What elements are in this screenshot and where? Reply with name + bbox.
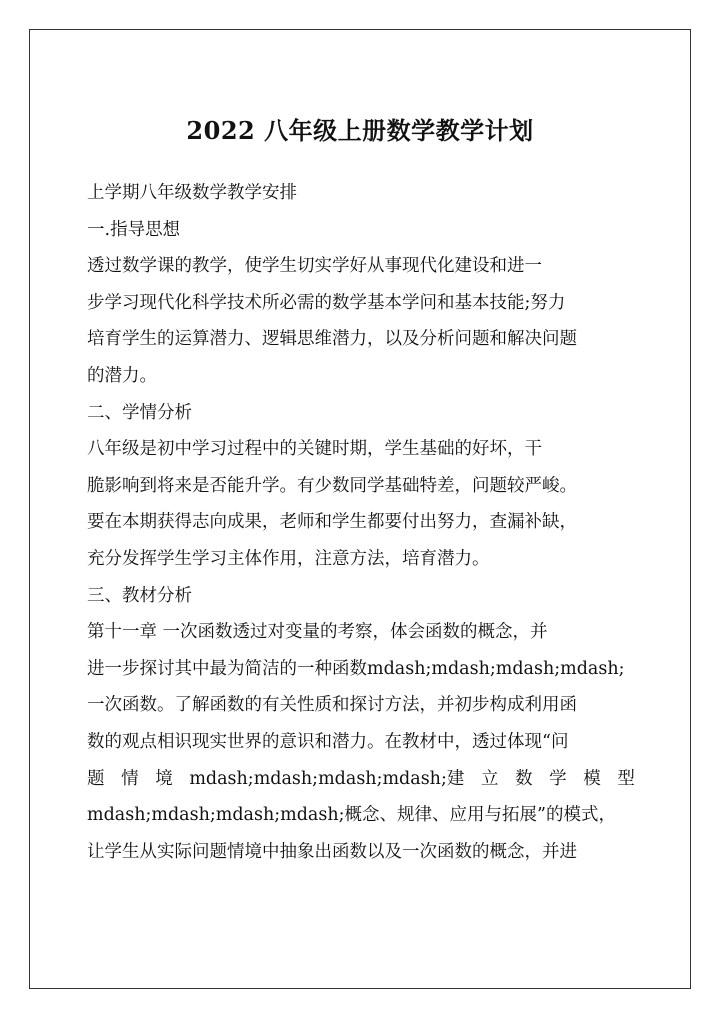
paragraph-line: 透过数学课的教学，使学生切实学好从事现代化建设和进一	[87, 256, 542, 277]
spread-word: 立	[480, 768, 499, 789]
document-title: 2022 八年级上册数学教学计划	[186, 116, 534, 145]
spread-word: 学	[549, 768, 567, 789]
spread-word: 型	[617, 768, 635, 789]
spread-word: 情	[121, 768, 139, 789]
paragraph-line: 的潜力。	[87, 365, 157, 386]
paragraph-line: 脆影响到将来是否能升学。有少数同学基础特差，问题较严峻。	[87, 475, 577, 496]
document-subtitle: 上学期八年级数学教学安排	[87, 183, 297, 203]
paragraph-line: 第十一章 一次函数透过对变量的考察，体会函数的概念，并	[87, 622, 548, 643]
section-heading: 三、教材分析	[87, 585, 192, 606]
justified-paragraph-line	[87, 761, 635, 798]
paragraph-line: 数的观点相识现实世界的意识和潜力。在教材中，透过体现“问	[87, 731, 569, 752]
paragraph-line: mdash;mdash;mdash;mdash;概念、规律、应用与拓展”的模式，	[87, 805, 616, 826]
spread-word: 模	[583, 768, 601, 789]
spread-word: 境	[155, 768, 173, 789]
paragraph-line: 步学习现代化科学技术所必需的数学基本学问和基本技能;努力	[87, 292, 566, 313]
spread-word: 数	[515, 768, 533, 789]
paragraph-line: 进一步探讨其中最为简洁的一种函数mdash;mdash;mdash;mdash;	[87, 658, 625, 679]
paragraph-line: 培育学生的运算潜力、逻辑思维潜力，以及分析问题和解决问题	[87, 329, 577, 350]
document-body	[87, 175, 635, 870]
paragraph-line: 充分发挥学生学习主体作用，注意方法，培育潜力。	[87, 548, 490, 569]
paragraph-line: 一次函数。了解函数的有关性质和探讨方法，并初步构成利用函	[87, 695, 577, 716]
section-heading: 二、学情分析	[87, 402, 192, 423]
spread-word: 题	[87, 768, 105, 789]
paragraph-line: 八年级是初中学习过程中的关键时期，学生基础的好坏，干	[87, 439, 542, 460]
paragraph-line: 让学生从实际问题情境中抽象出函数以及一次函数的概念，并进	[87, 841, 577, 862]
spread-word: mdash;mdash;mdash;mdash;建	[189, 768, 465, 789]
paragraph-line: 要在本期获得志向成果，老师和学生都要付出努力，查漏补缺，	[87, 512, 577, 533]
section-heading: 一.指导思想	[87, 219, 181, 240]
